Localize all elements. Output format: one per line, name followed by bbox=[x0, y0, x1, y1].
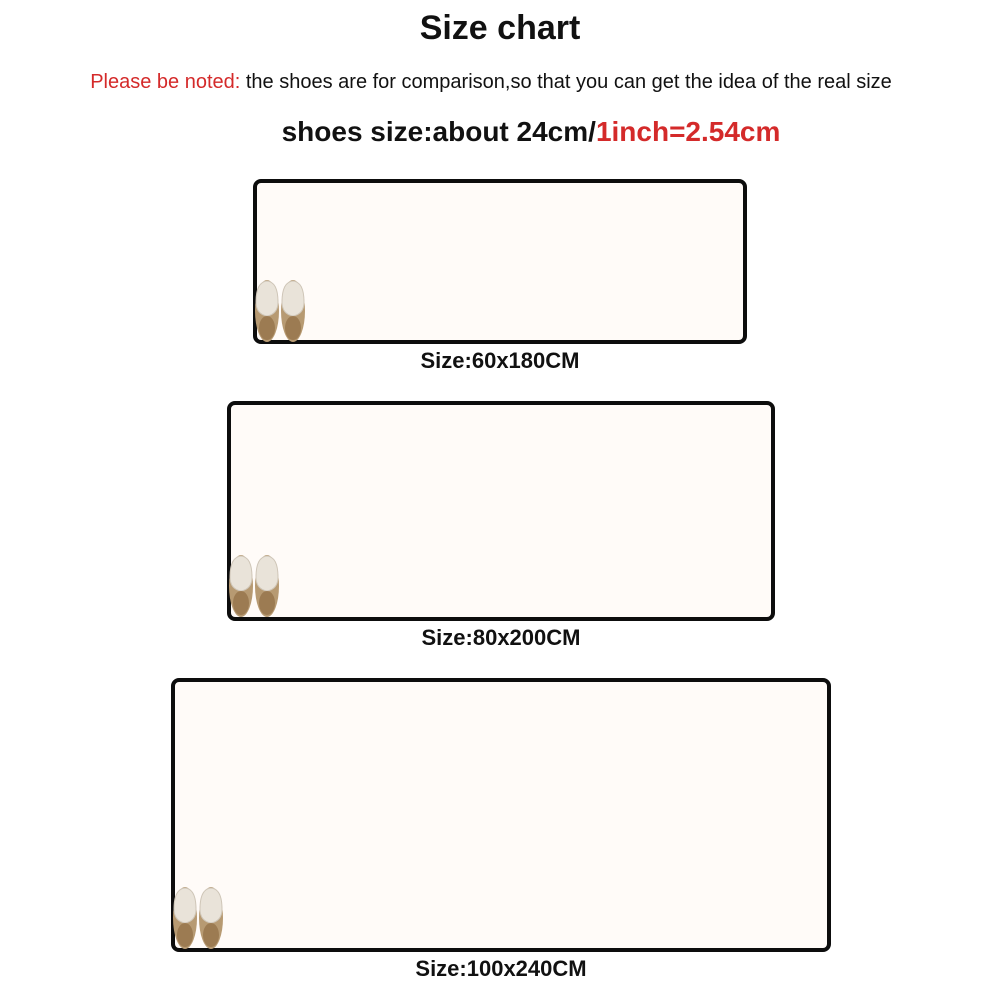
note-text: the shoes are for comparison,so that you can get the idea of the real size bbox=[240, 71, 892, 93]
size-label-80x200: Size:80x200CM bbox=[421, 625, 581, 650]
inch-conversion: 1inch=2.54cm bbox=[595, 116, 781, 147]
mat-outline-small bbox=[253, 179, 747, 344]
slippers-icon bbox=[253, 278, 307, 344]
slippers-icon bbox=[171, 885, 225, 951]
mat-outline-large bbox=[171, 678, 831, 952]
mat-outline-medium bbox=[227, 401, 775, 621]
note-prefix: Please be noted: bbox=[90, 71, 241, 93]
shoe-size-text: shoes size:about 24cm/ bbox=[281, 116, 596, 147]
size-label-60x180: Size:60x180CM bbox=[420, 348, 580, 373]
size-label-100x240: Size:100x240CM bbox=[415, 956, 587, 981]
shoe-size-line bbox=[0, 114, 1000, 150]
page-title: Size chart bbox=[419, 9, 581, 47]
comparison-note bbox=[0, 68, 982, 96]
slippers-icon bbox=[227, 553, 281, 619]
